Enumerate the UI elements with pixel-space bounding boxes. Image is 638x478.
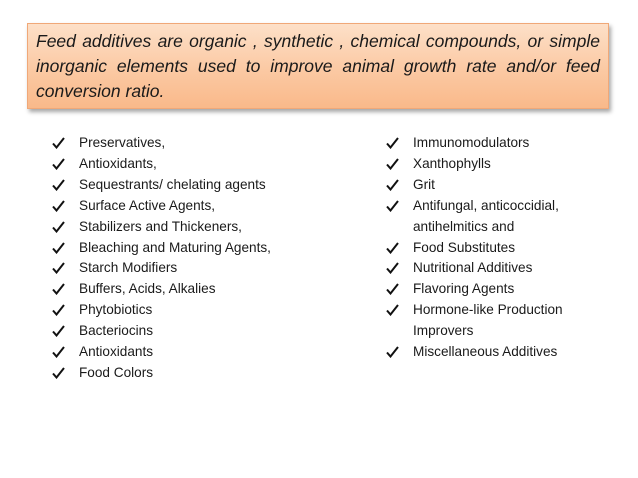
checkmark-icon [386,196,400,216]
list-item-label: Surface Active Agents, [79,197,216,213]
list-item-label: Starch Modifiers [79,260,178,276]
list-item [52,133,342,154]
list-item-label: Hormone-like Production Improvers [413,302,563,339]
title-box [27,23,609,109]
list-item-label: Bacteriocins [79,323,154,339]
list-item-label: Miscellaneous Additives [413,344,558,360]
list-item [52,217,342,238]
list-item-label: Flavoring Agents [413,281,515,297]
checkmark-icon [386,342,400,362]
list-item-label: Buffers, Acids, Alkalies [79,281,216,297]
list-item-label: Grit [413,176,435,192]
checkmark-icon [52,279,66,299]
list-item [52,300,342,321]
checkmark-icon [386,133,400,153]
right-additives-list [386,133,616,363]
slide-title: Feed additives are organic , synthetic , chemical compounds, or simple inorganic elements used to improve animal growth rate and/or feed conversion ratio. [36,31,600,101]
list-item-label: Antioxidants, [79,155,157,171]
checkmark-icon [52,300,66,320]
checkmark-icon [52,154,66,174]
checkmark-icon [386,258,400,278]
checkmark-icon [386,279,400,299]
list-item [52,238,342,259]
checkmark-icon [52,342,66,362]
list-item [52,279,342,300]
list-item [52,196,342,217]
list-item-label: Phytobiotics [79,302,153,318]
list-item-label: Antioxidants [79,344,154,360]
checkmark-icon [386,300,400,320]
checkmark-icon [52,217,66,237]
list-item [386,258,616,279]
list-item [386,154,616,175]
checkmark-icon [52,363,66,383]
list-item [52,154,342,175]
list-item [386,133,616,154]
list-item [386,342,616,363]
list-item [386,196,616,238]
checkmark-icon [52,175,66,195]
list-item-label: Nutritional Additives [413,260,533,276]
list-item [52,321,342,342]
list-item [52,363,342,384]
list-item [386,238,616,259]
checkmark-icon [52,133,66,153]
list-item [52,258,342,279]
list-item-label: Xanthophylls [413,155,491,171]
list-item [52,342,342,363]
checkmark-icon [52,196,66,216]
left-additives-list [52,133,342,384]
list-item-label: Stabilizers and Thickeners, [79,218,242,234]
list-item-label: Food Substitutes [413,239,516,255]
checkmark-icon [386,154,400,174]
checkmark-icon [52,321,66,341]
list-item [52,175,342,196]
list-item-label: Preservatives, [79,135,166,150]
checkmark-icon [386,238,400,258]
checkmark-icon [52,258,66,278]
list-item [386,279,616,300]
checkmark-icon [52,238,66,258]
list-item [386,300,616,342]
checkmark-icon [386,175,400,195]
list-item-label: Bleaching and Maturing Agents, [79,239,271,255]
list-item [386,175,616,196]
list-item-label: Sequestrants/ chelating agents [79,176,266,192]
list-item-label: Food Colors [79,364,154,380]
list-item-label: Immunomodulators [413,135,530,150]
list-item-label: Antifungal, anticoccidial, antihelmitics and [413,197,559,234]
